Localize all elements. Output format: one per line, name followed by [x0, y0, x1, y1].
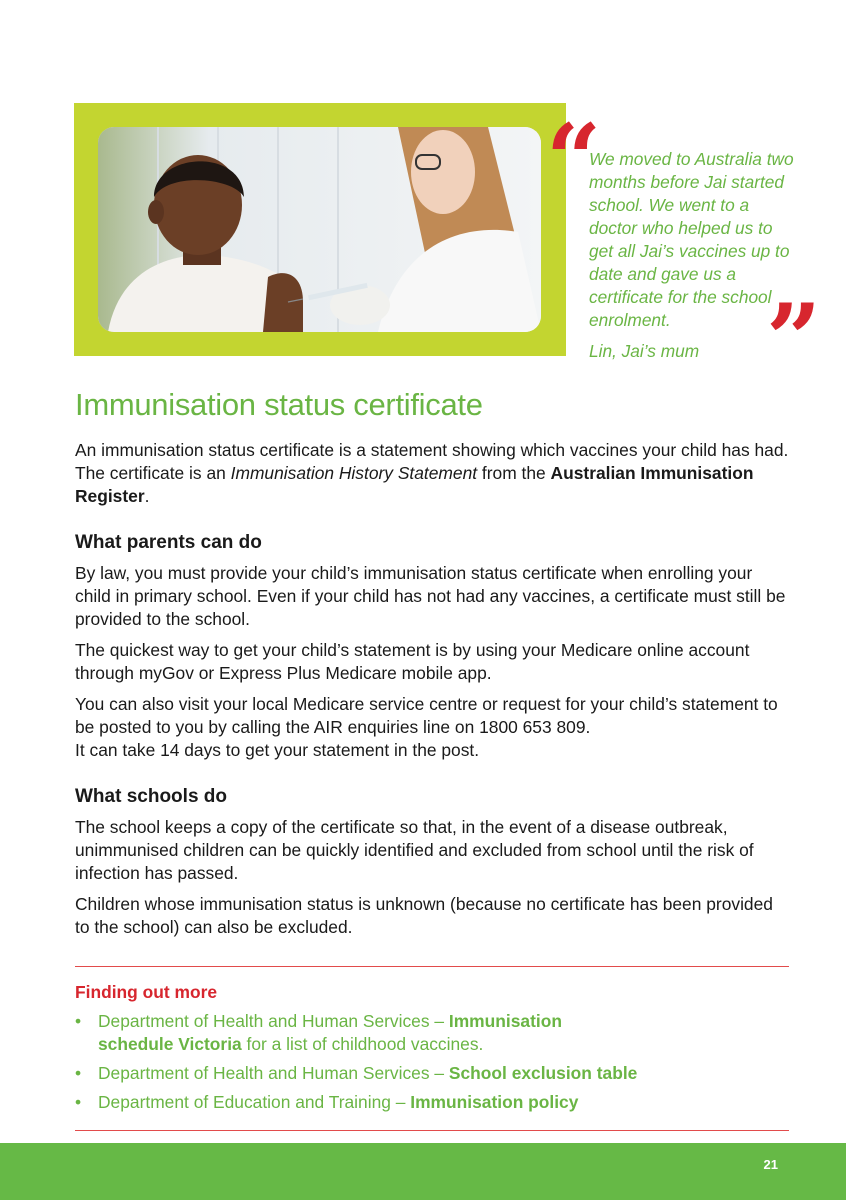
- finding-out-more-box: [75, 966, 789, 1131]
- main-content: [75, 385, 790, 947]
- page-number: 21: [763, 1157, 778, 1172]
- statement-name: Immunisation History Statement: [230, 463, 478, 483]
- schools-paragraph-2: Children whose immunisation status is unknown (because no certificate has been provided to the school) can also be excluded.: [75, 894, 773, 937]
- testimonial-quote: We moved to Australia two months before Jai started school. We went to a doctor who helped us to get all Jai’s vaccines up to date and gave us a certificate for the school enrolment.: [589, 149, 794, 330]
- parents-paragraph-2: The quickest way to get your child’s statement is by using your Medicare online account through myGov or Express Plus Medicare mobile app.: [75, 640, 750, 683]
- intro-paragraph: An immunisation status certificate is a statement showing which vaccines your child has had. The certificate is an Immunisation History Statement from the Australian Immunisation Register.: [75, 440, 789, 506]
- schools-heading: What schools do: [75, 786, 227, 807]
- quote-author: Lin, Jai’s mum: [589, 341, 700, 361]
- register-name: Australian Immunisation Register: [75, 463, 754, 506]
- parents-heading: What parents can do: [75, 532, 262, 553]
- list-item: • Department of Health and Human Services – Immunisation schedule Victoria for a list of childhood vaccines.: [75, 1011, 562, 1054]
- link-immunisation-schedule[interactable]: Immunisation schedule Victoria: [98, 1011, 562, 1054]
- list-item: • Department of Health and Human Services – School exclusion table: [75, 1063, 638, 1083]
- close-quote-mark: ”: [766, 283, 822, 396]
- parents-paragraph-1: By law, you must provide your child’s immunisation status certificate when enrolling your child in primary school. Even if your child has not had any vaccines, a certificate must still be provided to the school.: [75, 563, 786, 629]
- bullet-icon: •: [75, 1063, 82, 1083]
- vaccination-photo: [98, 127, 541, 332]
- page-title: Immunisation status certificate: [75, 387, 483, 422]
- page-footer: [0, 1143, 846, 1200]
- open-quote-mark: “: [546, 103, 602, 216]
- resource-list: [75, 1010, 789, 1114]
- bullet-icon: •: [75, 1011, 82, 1031]
- schools-paragraph-1: The school keeps a copy of the certificate so that, in the event of a disease outbreak, unimmunised children can be quickly identified and excluded from school until the risk of infection has passed.: [75, 817, 754, 883]
- link-immunisation-policy[interactable]: Immunisation policy: [410, 1092, 579, 1112]
- link-school-exclusion-table[interactable]: School exclusion table: [448, 1063, 638, 1083]
- list-item: • Department of Education and Training – Immunisation policy: [75, 1092, 579, 1112]
- bullet-icon: •: [75, 1092, 82, 1112]
- finding-out-more-heading: Finding out more: [75, 982, 218, 1002]
- parents-paragraph-3: You can also visit your local Medicare service centre or request for your child’s statement to be posted to you by calling the AIR enquiries line on 1800 653 809. It can take 14 days to get your statement in the post.: [75, 694, 778, 760]
